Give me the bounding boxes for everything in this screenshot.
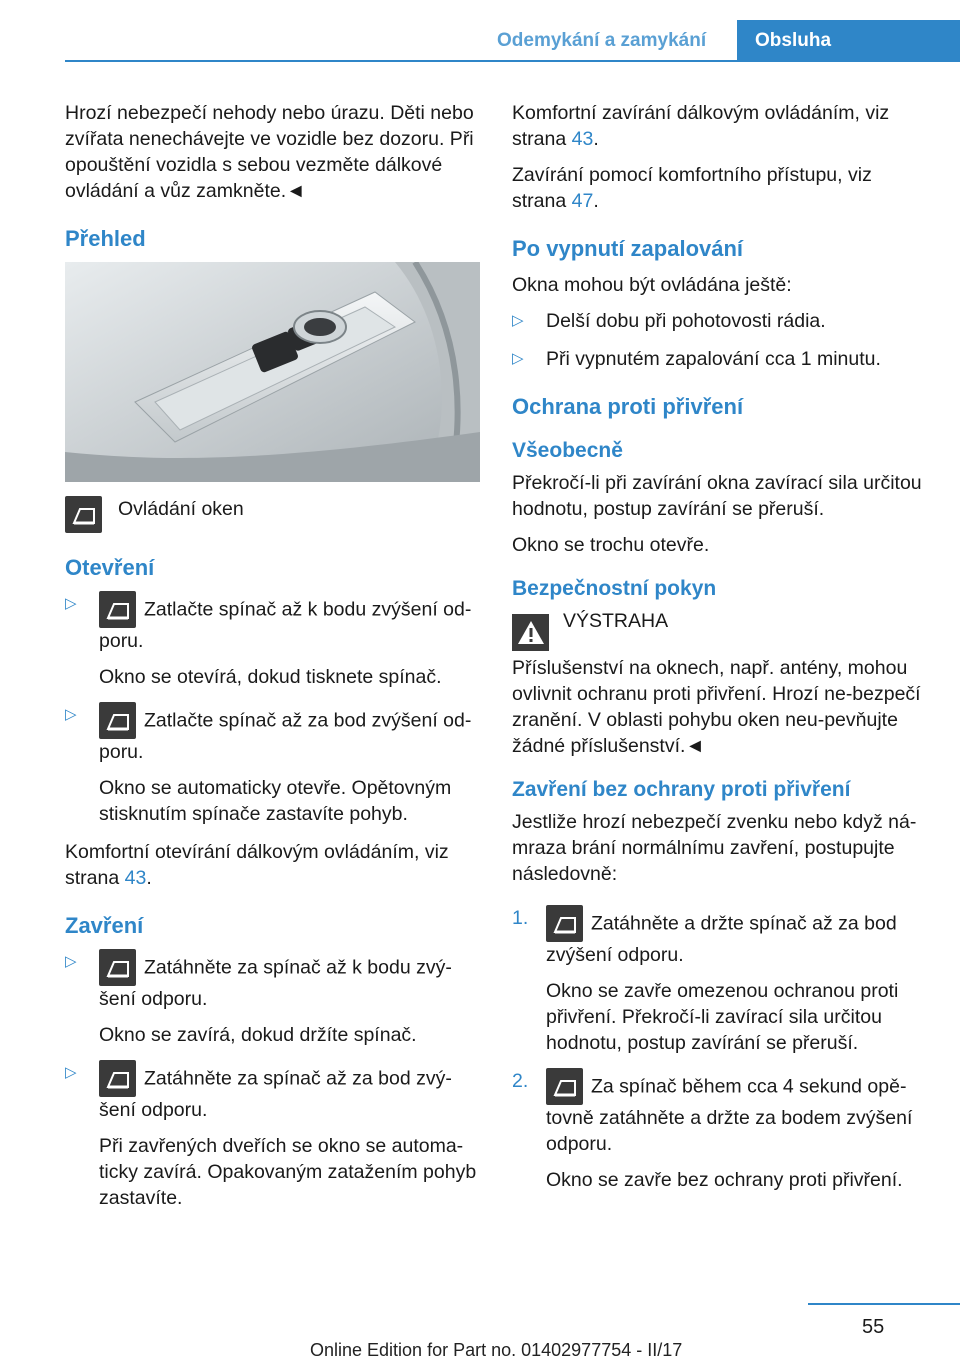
footer-rule xyxy=(808,1303,960,1305)
overview-heading: Přehled xyxy=(65,226,146,251)
warning-label: VÝSTRAHA xyxy=(563,610,669,632)
step-action: Zatlačte spínač až za bod zvýšení od-poru. xyxy=(99,709,472,763)
page-number: 55 xyxy=(862,1316,885,1338)
page-header xyxy=(0,0,960,62)
triangle-bullet-icon: ▷ xyxy=(512,350,524,367)
window-switch-icon xyxy=(546,905,583,942)
window-switch-icon xyxy=(546,1068,583,1105)
triangle-bullet-icon: ▷ xyxy=(65,595,77,612)
header-rule xyxy=(65,60,960,62)
open-list xyxy=(65,591,480,827)
list-item: ▷ Při vypnutém zapalování cca 1 minutu. xyxy=(512,348,881,370)
list-item xyxy=(65,1060,480,1211)
step-action: Zatlačte spínač až k bodu zvýšení od-poru. xyxy=(99,598,472,652)
window-switch-icon xyxy=(65,496,102,533)
list-item xyxy=(65,591,480,690)
image-caption xyxy=(65,496,480,533)
step-result: Při zavřených dveřích se okno se automa-ticky zavírá. Opakovaným zatažením pohyb zastavíte. xyxy=(99,1135,477,1209)
triangle-bullet-icon: ▷ xyxy=(65,706,77,723)
right-column xyxy=(512,100,927,1205)
caption-text: Ovládání oken xyxy=(118,498,244,520)
page-link[interactable]: 43 xyxy=(124,867,147,889)
warning-block xyxy=(512,608,927,651)
step-result: Okno se zavře omezenou ochranou proti přivření. Překročí-li zavírací sila určitou hodnotu, postup zavírání se přeruší. xyxy=(546,980,899,1054)
step-result: Okno se zavírá, dokud držíte spínač. xyxy=(99,1024,417,1046)
intro-warning-text: Hrozí nebezpečí nehody nebo úrazu. Děti nebo zvířata nenechávejte ve vozidle bez dozoru. Při opouštění vozidla s sebou vezměte dálkové ovládání a vůz zamkněte.◄ xyxy=(65,102,474,202)
step-result: Okno se otevírá, dokud tisknete spínač. xyxy=(99,666,442,688)
open-heading: Otevření xyxy=(65,555,155,580)
step-action: Zatáhněte za spínač až za bod zvý-šení odporu. xyxy=(99,1067,452,1121)
window-switch-icon xyxy=(99,591,136,628)
step-action: Zatáhněte a držte spínač až za bod zvýšení odporu. xyxy=(546,912,897,966)
triangle-bullet-icon: ▷ xyxy=(65,1064,77,1081)
step-result: Okno se automaticky otevře. Opětovným stisknutím spínače zastavíte pohyb. xyxy=(99,777,452,825)
triangle-bullet-icon: ▷ xyxy=(512,312,524,329)
warning-triangle-icon xyxy=(512,614,549,651)
no-pinch-steps xyxy=(512,905,927,1193)
general-text-2: Okno se trochu otevře. xyxy=(512,534,710,556)
page-link[interactable]: 47 xyxy=(571,190,594,212)
left-column xyxy=(65,100,480,1223)
header-tab: Obsluha xyxy=(737,20,960,62)
general-text: Překročí-li při zavírání okna zavírací sila určitou hodnotu, postup zavírání se přeruší. xyxy=(512,472,922,520)
comfort-open-text: Komfortní otevírání dálkovým ovládáním, viz strana 43. xyxy=(65,841,449,889)
window-switch-icon xyxy=(99,702,136,739)
comfort-access-text: Zavírání pomocí komfortního přístupu, viz strana 47. xyxy=(512,164,872,212)
step-result: Okno se zavře bez ochrany proti přivření. xyxy=(546,1169,903,1191)
safety-heading: Bezpečnostní pokyn xyxy=(512,577,717,600)
no-pinch-text: Jestliže hrozí nebezpečí zvenku nebo když ná-mraza brání normálnímu zavření, postupujte následovně: xyxy=(512,811,917,885)
close-list xyxy=(65,949,480,1211)
general-heading: Všeobecně xyxy=(512,439,623,462)
window-switch-icon xyxy=(99,949,136,986)
after-ignition-text: Okna mohou být ovládána ještě: xyxy=(512,274,792,296)
after-ignition-list xyxy=(512,308,927,372)
window-controls-photo xyxy=(65,262,480,482)
list-item: 1. Zatáhněte a držte spínač až za bod zvýšení odporu. Okno se zavře omezenou ochranou proti přivření. Překročí-li zavírací sila určitou hodnotu, postup zavírání se přeruší. xyxy=(512,905,927,1056)
list-item: 2. Za spínač během cca 4 sekund opě-tovně zatáhněte a držte za bodem zvýšení odporu. Okno se zavře bez ochrany proti přivření. xyxy=(512,1068,927,1193)
edition-footer: Online Edition for Part no. 01402977754 - II/17 xyxy=(310,1340,683,1360)
comfort-close-text: Komfortní zavírání dálkovým ovládáním, viz strana 43. xyxy=(512,102,890,150)
step-action: Za spínač během cca 4 sekund opě-tovně zatáhněte a držte za bodem zvýšení odporu. xyxy=(546,1075,913,1155)
list-item xyxy=(65,702,480,827)
close-heading: Zavření xyxy=(65,913,144,938)
after-ignition-heading: Po vypnutí zapalování xyxy=(512,236,744,261)
step-action: Zatáhněte za spínač až k bodu zvý-šení odporu. xyxy=(99,956,452,1010)
page-link[interactable]: 43 xyxy=(571,128,594,150)
list-item: ▷ Delší dobu při pohotovosti rádia. xyxy=(512,310,826,332)
window-switch-icon xyxy=(99,1060,136,1097)
no-pinch-heading: Zavření bez ochrany proti přivření xyxy=(512,778,851,801)
triangle-bullet-icon: ▷ xyxy=(65,953,77,970)
warning-text: Příslušenství na oknech, např. antény, mohou ovlivnit ochranu proti přivření. Hrozí ne-bezpečí zranění. V oblasti pohybu oken neu-pevňujte žádné příslušenství.◄ xyxy=(512,657,921,757)
list-item xyxy=(65,949,480,1048)
header-section-title: Odemykání a zamykání xyxy=(497,30,707,51)
pinch-protection-heading: Ochrana proti přivření xyxy=(512,394,744,419)
